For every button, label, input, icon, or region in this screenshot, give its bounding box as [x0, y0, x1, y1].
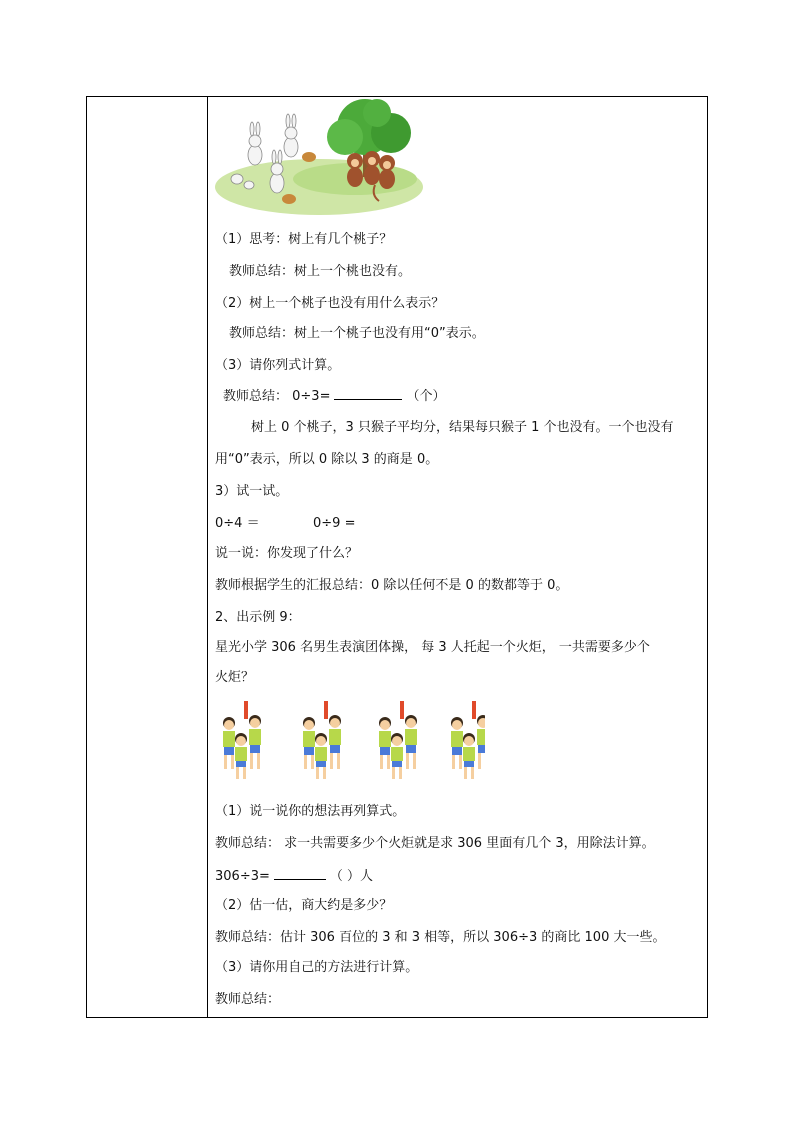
equation-306-div-3	[215, 867, 373, 886]
summary-1: 教师总结：树上一个桃也没有。	[229, 264, 412, 279]
summary-5: 教师总结：估计 306 百位的 3 和 3 相等，所以 306÷3 的商比 100 大一些。	[215, 930, 666, 945]
summary-2: 教师总结：树上一个桃子也没有用“0”表示。	[229, 326, 485, 341]
boys-torches-illustration	[215, 699, 485, 781]
equation-0-div-9: 0÷9 =	[313, 516, 356, 531]
equation-0-div-4: 0÷4 ＝	[215, 516, 260, 531]
question-4: （1）说一说你的想法再列算式。	[215, 804, 406, 819]
example-9-heading: 2、出示例 9：	[215, 610, 301, 625]
answer-blank	[334, 387, 402, 400]
problem-line-1: 星光小学 306 名男生表演团体操， 每 3 人托起一个火炬， 一共需要多少个	[215, 640, 650, 655]
column-divider	[207, 97, 208, 1017]
rule-summary: 教师根据学生的汇报总结：0 除以任何不是 0 的数都等于 0。	[215, 578, 569, 593]
question-3: （3）请你列式计算。	[215, 358, 341, 373]
question-5: （2）估一估，商大约是多少？	[215, 898, 393, 913]
equation-306-prefix: 306÷3=	[215, 869, 270, 884]
question-1: （1）思考：树上有几个桃子？	[215, 232, 393, 247]
explanation-line-2: 用“0”表示，所以 0 除以 3 的商是 0。	[215, 452, 439, 467]
monkeys-rabbits-tree-illustration	[215, 99, 423, 217]
discussion-prompt: 说一说：你发现了什么？	[215, 546, 359, 561]
summary-3-prefix: 教师总结： 0÷3=	[223, 389, 331, 404]
question-2: （2）树上一个桃子也没有用什么表示？	[215, 296, 445, 311]
equation-306-suffix: （ ）人	[329, 869, 374, 884]
summary-6: 教师总结：	[215, 992, 281, 1007]
problem-line-2: 火炬？	[215, 670, 255, 685]
summary-3-suffix: （个）	[406, 389, 446, 404]
answer-blank-306	[274, 867, 326, 880]
summary-4: 教师总结： 求一共需要多少个火炬就是求 306 里面有几个 3，用除法计算。	[215, 836, 655, 851]
try-heading: 3）试一试。	[215, 484, 289, 499]
question-6: （3）请你用自己的方法进行计算。	[215, 960, 419, 975]
summary-3	[223, 387, 445, 406]
explanation-line-1: 树上 0 个桃子，3 只猴子平均分，结果每只猴子 1 个也没有。一个也没有	[251, 420, 674, 435]
lesson-table	[86, 96, 708, 1018]
